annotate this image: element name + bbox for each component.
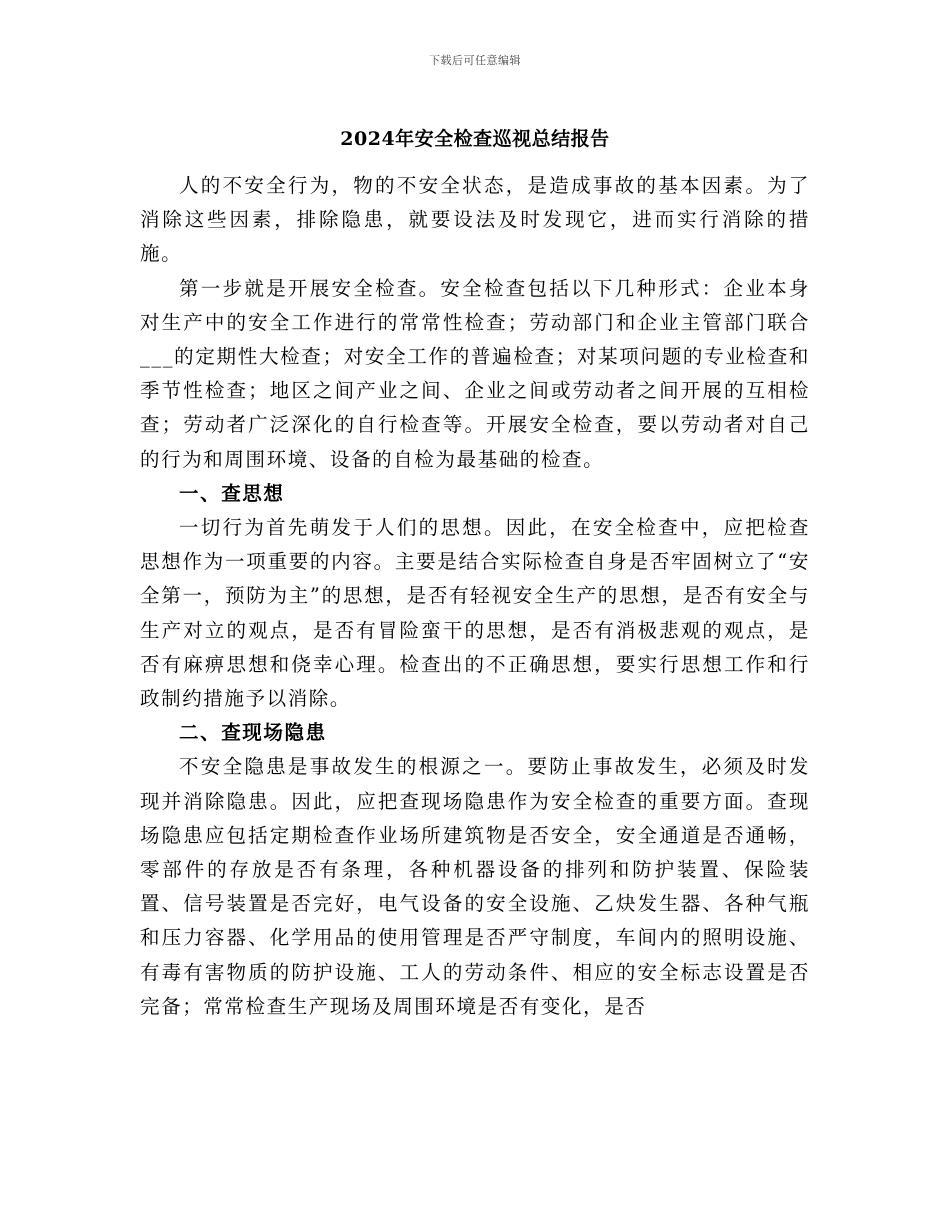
document-body <box>140 169 810 1024</box>
header-note: 下载后可任意编辑 <box>429 54 521 67</box>
section-heading-2: 二、查现场隐患 <box>179 721 327 745</box>
section-body-1: 一切行为首先萌发于人们的思想。因此，在安全检查中，应把检查思想作为一项重要的内容。主要是结合实际检查自身是否牢固树立了“安全第一，预防为主”的思想，是否有轻视安全生产的思想，是否有安全与生产对立的观点，是否有冒险蛮干的思想，是否有消极悲观的观点，是否有麻痹思想和侥幸心理。检查出的不正确思想，要实行思想工作和行政制约措施予以消除。 <box>140 516 810 711</box>
document-title: 2024年安全检查巡视总结报告 <box>340 128 610 150</box>
intro-paragraph-2: 第一步就是开展安全检查。安全检查包括以下几种形式：企业本身对生产中的安全工作进行的常常性检查；劳动部门和企业主管部门联合___的定期性大检查；对安全工作的普遍检查；对某项问题的专业检查和季节性检查；地区之间产业之间、企业之间或劳动者之间开展的互相检查；劳动者广泛深化的自行检查等。开展安全检查，要以劳动者对自己的行为和周围环境、设备的自检为最基础的检查。 <box>140 276 810 471</box>
section-body-2: 不安全隐患是事故发生的根源之一。要防止事故发生，必须及时发现并消除隐患。因此，应把查现场隐患作为安全检查的重要方面。查现场隐患应包括定期检查作业场所建筑物是否安全，安全通道是否通畅，零部件的存放是否有条理，各种机器设备的排列和防护装置、保险装置、信号装置是否完好，电气设备的安全设施、乙炔发生器、各种气瓶和压力容器、化学用品的使用管理是否严守制度，车间内的照明设施、有毒有害物质的防护设施、工人的劳动条件、相应的安全标志设置是否完备；常常检查生产现场及周围环境是否有变化，是否 <box>140 755 810 1018</box>
intro-paragraph-1: 人的不安全行为，物的不安全状态，是造成事故的基本因素。为了消除这些因素，排除隐患，就要设法及时发现它，进而实行消除的措施。 <box>140 174 810 266</box>
section-heading-1: 一、查思想 <box>179 481 285 505</box>
